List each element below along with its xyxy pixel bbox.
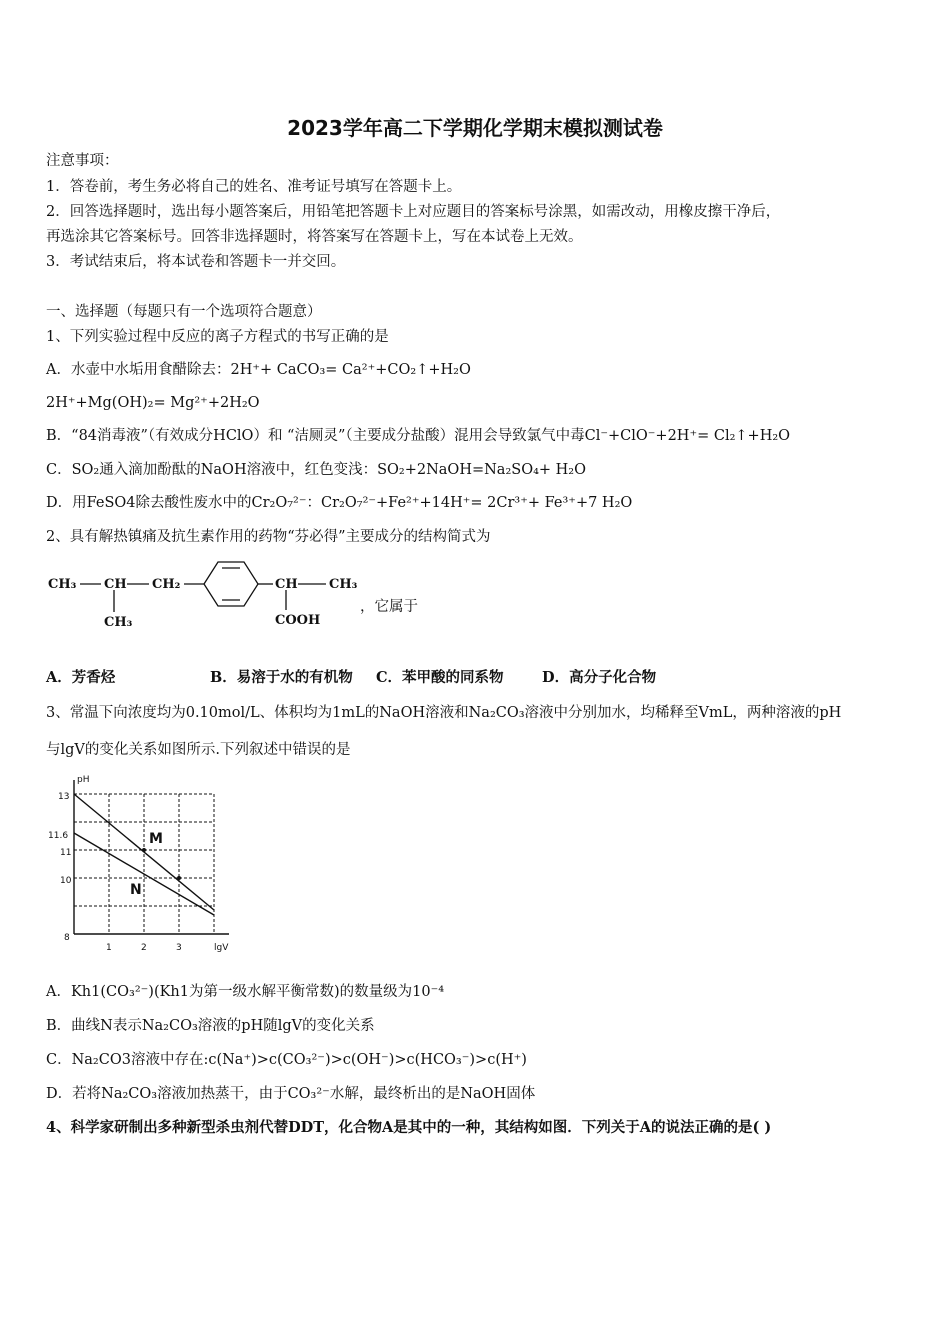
- x-axis-label: lgV: [214, 943, 229, 953]
- q1-option-d: D．用FeSO4除去酸性废水中的Cr₂O₇²⁻：Cr₂O₇²⁻+Fe²⁺+14H⁺= 2Cr³⁺+ Fe³⁺+7 H₂O: [46, 495, 633, 511]
- ch3-branch-label: CH₃: [104, 615, 133, 630]
- ytick-13: 13: [58, 792, 70, 802]
- ytick-11-6: 11.6: [48, 831, 69, 841]
- y-axis-label: pH: [77, 775, 90, 785]
- curve-n-label: N: [130, 882, 142, 898]
- cooh-label: COOH: [275, 613, 321, 628]
- ytick-10: 10: [60, 876, 72, 886]
- q1-option-c: C．SO₂通入滴加酚酞的NaOH溶液中，红色变浅：SO₂+2NaOH=Na₂SO₄+ H₂O: [46, 462, 586, 478]
- notice-item-3: 3．考试结束后，将本试卷和答题卡一并交回。: [46, 254, 346, 270]
- ch3-left-label: CH₃: [48, 577, 77, 592]
- ch3-right-label: CH₃: [329, 577, 358, 592]
- notice-heading: 注意事项：: [46, 153, 119, 169]
- notice-item-2: 2．回答选择题时，选出每小题答案后，用铅笔把答题卡上对应题目的答案标号涂黑，如需改动，用橡皮擦干净后，: [46, 204, 781, 220]
- point-n: [177, 876, 181, 880]
- q3-option-a: A．Kh1(CO₃²⁻)(Kh1为第一级水解平衡常数)的数量级为10⁻⁴: [46, 984, 445, 1000]
- q1-option-a: A．水壶中水垢用食醋除去：2H⁺+ CaCO₃= Ca²⁺+CO₂↑+H₂O: [46, 362, 471, 378]
- notice-item-1: 1．答卷前，考生务必将自己的姓名、准考证号填写在答题卡上。: [46, 179, 462, 195]
- xtick-2: 2: [141, 943, 147, 953]
- q3-stem-2: 与lgV的变化关系如图所示.下列叙述中错误的是: [46, 742, 351, 758]
- q2-option-b: B．易溶于水的有机物: [210, 669, 353, 686]
- curve-m-label: M: [149, 831, 163, 847]
- ytick-8: 8: [64, 933, 70, 943]
- page-title: 2023学年高二下学期化学期末模拟测试卷: [287, 116, 663, 140]
- q2-option-d: D．高分子化合物: [542, 669, 657, 686]
- q1-option-b: B．“84消毒液”（有效成分HClO）和 “洁厕灵”（主要成分盐酸）混用会导致氯气中毒Cl⁻+ClO⁻+2H⁺= Cl₂↑+H₂O: [46, 428, 791, 444]
- q2-options: [46, 669, 656, 687]
- q3-option-c: C．Na₂CO3溶液中存在:c(Na⁺)>c(CO₃²⁻)>c(OH⁻)>c(HCO₃⁻)>c(H⁺): [46, 1052, 527, 1068]
- ytick-11: 11: [60, 848, 72, 858]
- notice-item-2-cont: 再选涂其它答案标号。回答非选择题时，将答案写在答题卡上，写在本试卷上无效。: [46, 229, 583, 245]
- q1-stem: 1、下列实验过程中反应的离子方程式的书写正确的是: [46, 329, 389, 345]
- ch2-label: CH₂: [152, 577, 181, 592]
- q3-stem-1: 3、常温下向浓度均为0.10mol/L、体积均为1mL的NaOH溶液和Na₂CO₃溶液中分别加水，均稀释至VmL，两种溶液的pH: [46, 705, 842, 721]
- ch-right-label: CH: [275, 577, 298, 592]
- q1-option-a-cont: 2H⁺+Mg(OH)₂= Mg²⁺+2H₂O: [46, 395, 260, 411]
- q3-option-d: D．若将Na₂CO₃溶液加热蒸干，由于CO₃²⁻水解，最终析出的是NaOH固体: [46, 1086, 536, 1102]
- ch-label: CH: [104, 577, 127, 592]
- q2-option-a: A．芳香烃: [46, 669, 116, 686]
- xtick-1: 1: [106, 943, 112, 953]
- ph-lgv-graph: [44, 770, 244, 960]
- section-heading: 一、选择题（每题只有一个选项符合题意）: [46, 304, 322, 320]
- q4-stem: 4、科学家研制出多种新型杀虫剂代替DDT，化合物A是其中的一种，其结构如图．下列关于A的说法正确的是( ): [46, 1119, 772, 1136]
- q3-option-b: B．曲线N表示Na₂CO₃溶液的pH随lgV的变化关系: [46, 1018, 375, 1034]
- xtick-3: 3: [176, 943, 182, 953]
- q2-option-c: C．苯甲酸的同系物: [376, 669, 504, 686]
- q2-stem: 2、具有解热镇痛及抗生素作用的药物“芬必得”主要成分的结构简式为: [46, 529, 491, 545]
- q2-suffix: ，它属于: [360, 599, 418, 615]
- point-m: [142, 848, 146, 852]
- structural-formula: [46, 560, 376, 640]
